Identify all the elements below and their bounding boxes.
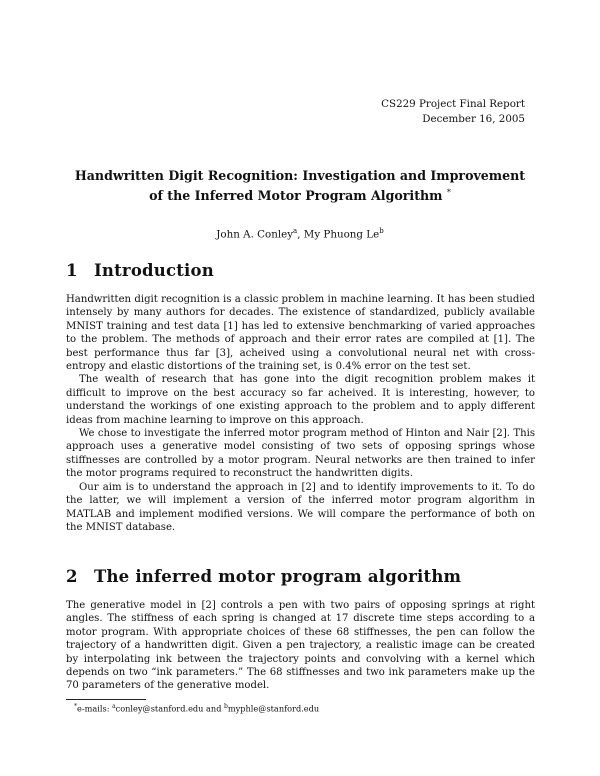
section-number: 2 — [66, 567, 78, 586]
title-footnote-mark: * — [446, 188, 451, 197]
paragraph: We chose to investigate the inferred motor program method of Hinton and Nair [2]. This approach uses a generative model consisting of two sets of opposing springs whose stiffnesses are controlled by a motor program. Neural networks are then trained to infer the motor programs required to reconstruct the handwritten digits. — [66, 428, 535, 480]
title-line-2: of the Inferred Motor Program Algorithm * — [149, 188, 451, 204]
footnote: *e-mails: $^a$conley@stanford.edu and $^b$myphle@stanford.edu — [74, 703, 320, 714]
paragraph: The generative model in [2] controls a pen with two pairs of opposing springs at right angles. The stiffness of each spring is changed at 17 discrete time steps according to a motor program. With appropriate choices of these 68 stiffnesses, the pen can follow the trajectory of a handwritten digit. Given a pen trajectory, a realistic image can be created by interpolating ink between the trajectory points and convolving with a kernel which depends on two “ink parameters.” The 68 stiffnesses and two ink parameters make up the 70 parameters of the generative model. — [66, 600, 535, 692]
report-header — [381, 97, 525, 127]
footnote-rule — [66, 699, 146, 700]
paper-title — [60, 167, 540, 204]
author-list: John A. Conley$^a$, My Phuong Le$^b$ — [216, 227, 384, 241]
paragraph: Handwritten digit recognition is a classic problem in machine learning. It has been studied intensely by many authors for decades. The existence of standardized, publicly available MNIST training and test data [1] has led to extensive benchmarking of varied approaches to the problem. The methods of approach and their error rates are compiled at [1]. The best performance thus far [3], acheived using a convolutional neural net with cross-entropy and elastic distortions of the training set, is 0.4% error on the test set. — [66, 294, 535, 373]
footnote-mark: * — [74, 703, 77, 710]
author-2: My Phuong Le — [303, 228, 380, 241]
section-title: The inferred motor program algorithm — [94, 567, 462, 586]
author-2-affiliation: b — [379, 227, 384, 235]
section-number: 1 — [66, 261, 78, 280]
section-1-heading — [66, 261, 214, 280]
report-date: December 16, 2005 — [422, 113, 525, 125]
section-title: Introduction — [94, 261, 214, 280]
section-2-heading — [66, 567, 461, 586]
author-1: John A. Conley — [216, 228, 294, 241]
paragraph: Our aim is to understand the approach in [2] and to identify improvements to it. To do the latter, we will implement a version of the inferred motor program algorithm in MATLAB and implement modified versions. We will compare the performance of both on the MNIST database. — [66, 481, 535, 533]
report-type: CS229 Project Final Report — [381, 98, 525, 110]
paragraph: The wealth of research that has gone into the digit recognition problem makes it difficult to improve on the best accuracy so far acheived. It is interesting, however, to understand the workings of one existing approach to the problem and to apply different ideas from machine learning to improve on this approach. — [66, 374, 535, 426]
title-line-1: Handwritten Digit Recognition: Investigation and Improvement — [74, 168, 526, 183]
section-1-body — [66, 293, 535, 534]
email-2: myphle@stanford.edu — [227, 703, 320, 714]
author-1-affiliation: a — [293, 227, 298, 235]
section-2-body — [66, 599, 535, 693]
email-1: conley@stanford.edu — [115, 703, 204, 714]
